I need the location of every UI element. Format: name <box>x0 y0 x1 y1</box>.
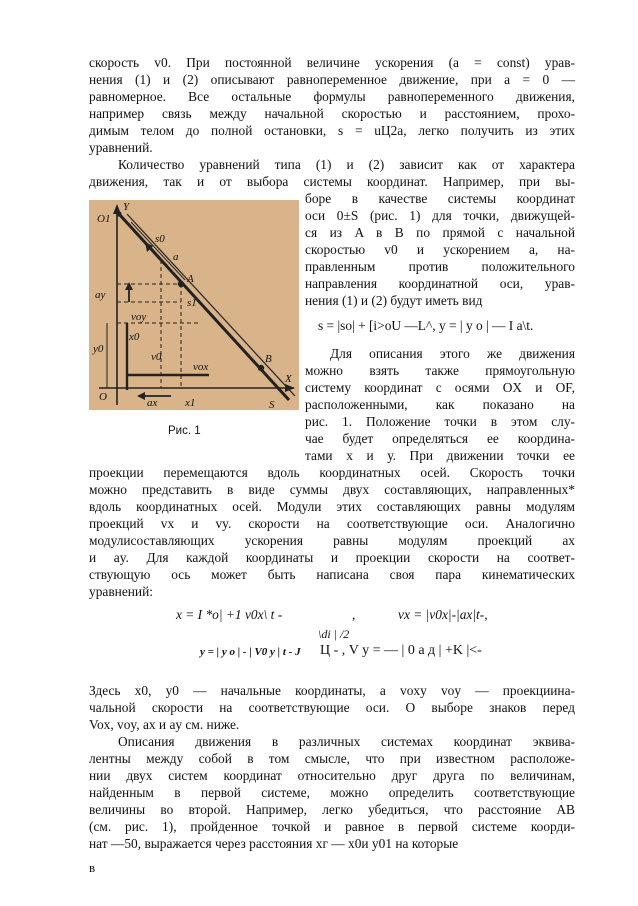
text-line: димым телом до полной остановки, s = uЦ2a, легко получить из этих <box>89 123 575 138</box>
text-line: Количество уравнений типа (1) и (2) зависит как от характера <box>118 157 575 172</box>
fig-label: X <box>285 373 292 385</box>
text-line: Vox, voy, ax и ay см. ниже. <box>89 717 240 732</box>
text-line: можно представить в виде суммы двух составляющих, направленных* <box>89 482 575 497</box>
text-line: чае будет определяться ее координа- <box>305 431 575 446</box>
point-a <box>178 281 184 287</box>
y-axis-arrow <box>113 204 121 214</box>
fig-label: s0 <box>155 233 165 245</box>
text-line: тами x и у. При движении точки ее <box>305 448 575 463</box>
text-line: Для описания этого же движения <box>330 346 575 361</box>
text-line: движения, так и от выбора системы координат. Например, при вы- <box>89 174 575 189</box>
fig-label: v0 <box>151 351 162 363</box>
ax-arrow <box>137 392 145 400</box>
formula: y = | y o | - | V0 y | t - J <box>200 646 301 658</box>
fig-label: vox <box>193 361 209 373</box>
text-line: проекции перемещаются вдоль координатных осей. Скорость точки <box>89 465 575 480</box>
text-line: нии двух систем координат относительно друг друга по величинам, <box>89 768 575 783</box>
figure-1 <box>89 200 299 410</box>
text-line: направления координатной оси, урав- <box>305 276 575 291</box>
text-line: расположенными, как показано на <box>305 397 575 412</box>
fig-label: A <box>187 273 194 285</box>
text-line: модулисоставляющих ускорения равны модулям проекций ax <box>89 533 575 548</box>
text-line: ствующую ось может быть написана своя пара кинематических <box>89 567 575 582</box>
text-line: величины во второй. Например, легко убедиться, что расстояние AB <box>89 802 575 817</box>
fig-label: a <box>173 251 179 263</box>
text-line: правленным против положительного <box>305 259 575 274</box>
text-line: например связь между начальной скоростью и расстоянием, прохо- <box>89 106 575 121</box>
text-line: нения (1) и (2) будут иметь вид <box>305 293 483 308</box>
fig-label: ax <box>147 397 158 409</box>
text-line: Описания движения в различных системах координат эквива- <box>118 734 575 749</box>
fig-label: voy <box>131 311 147 323</box>
text-line: боре в качестве системы координат <box>305 191 575 206</box>
ay-arrow <box>125 282 133 290</box>
formula: , <box>352 607 356 622</box>
fig-label: x1 <box>185 397 196 409</box>
formula: x = I *о| +1 v0x\ t - <box>176 607 283 622</box>
text-line: можно взять также прямоугольную <box>305 363 575 378</box>
text-line: систему координат с осями OX и OF, <box>305 380 575 395</box>
fig-label: x0 <box>129 331 140 343</box>
text-line: равномерное. Все остальные формулы равнопеременного движения, <box>89 89 575 104</box>
text-line: рис. 1. Положение точки в этом слу- <box>305 414 575 429</box>
s-axis-line-edge <box>127 214 295 396</box>
fig-label: ay <box>95 289 106 301</box>
text-line: вдоль координатных осей. Модули этих составляющих равны модулям <box>89 499 575 514</box>
fig-label: Y <box>123 201 130 213</box>
text-line: проекций vx и vy. скорости на соответствующие оси. Аналогично <box>89 516 575 531</box>
text-line: скорость v0. При постоянной величине ускорения (a = const) урав- <box>89 55 575 70</box>
page-number: в <box>89 860 96 875</box>
text-line: чальной скорости на соответствующие оси. О выборе знаков перед <box>89 700 575 715</box>
formula: \di | /2 <box>318 627 350 641</box>
text-line: Здесь x0, y0 — начальные координаты, а voxy voy — проекциина- <box>89 683 575 698</box>
fig-label: y0 <box>93 343 104 355</box>
formula: s = |so| + [i>oU —L^, у = | у о | — I a\t. <box>318 318 534 333</box>
point-b <box>258 365 264 371</box>
formula: vx = |v0x|-|ax|t-, <box>398 607 488 622</box>
text-line: уравнений. <box>89 140 153 155</box>
text-line: оси 0±S (рис. 1) для точки, движущей- <box>305 208 575 223</box>
text-line: найденным в первой системе, можно определить соответствующие <box>89 785 575 800</box>
text-line: нения (1) и (2) описывают равнопеременное движение, при a = 0 — <box>89 72 575 87</box>
figure-diagram <box>89 200 299 410</box>
fig-label: s1 <box>187 297 197 309</box>
fig-label: B <box>265 353 272 365</box>
fig-label: O1 <box>97 213 111 225</box>
text-line: нат —50, выражается через расстояния xг — x0и y01 на которые <box>89 836 459 851</box>
formula: Ц - , V y = — | 0 а д | +K |<- <box>320 643 482 658</box>
text-line: и ay. Для каждой координаты и проекции скорости на соответ- <box>89 550 575 565</box>
fig-label: S <box>269 399 275 410</box>
fig-label: O <box>99 391 107 403</box>
figure-caption: Рис. 1 <box>168 425 201 437</box>
text-line: скоростью v0 и ускорением a, на- <box>305 242 575 257</box>
a-vector <box>149 246 167 266</box>
text-line: ся из A в B по прямой с начальной <box>305 225 575 240</box>
text-line: лентны между собой в том смысле, что при известном расположе- <box>89 751 575 766</box>
text-line: (см. рис. 1), пройденное точкой и равное в первой системе коорди- <box>89 819 575 834</box>
text-line: уравнений: <box>89 584 153 599</box>
